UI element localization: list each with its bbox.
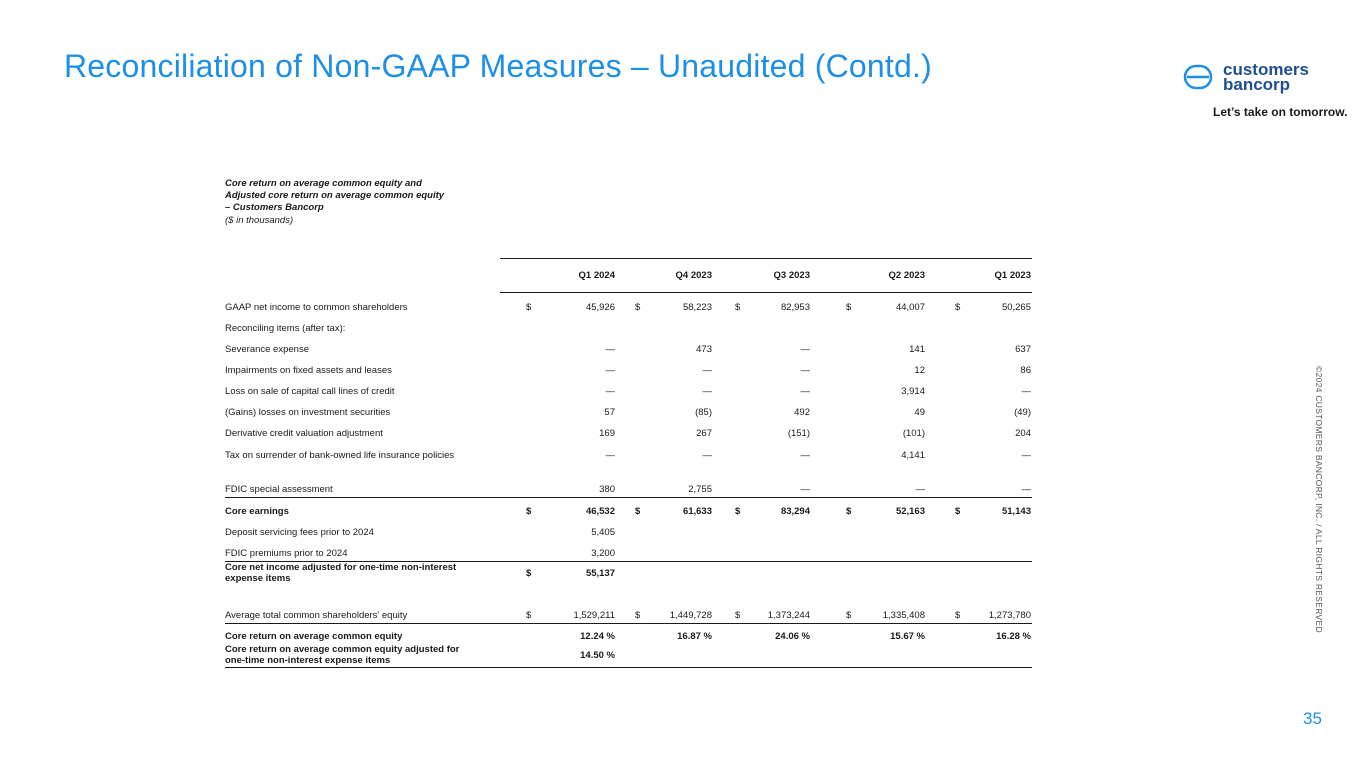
row-label: FDIC special assessment [225, 484, 333, 495]
dollar-sign: $ [735, 506, 741, 517]
table-cell: 169 [599, 428, 615, 439]
table-cell: 16.87 % [677, 631, 712, 642]
table-cell: 15.67 % [890, 631, 925, 642]
table-cell: — [605, 450, 615, 461]
table-cell: — [605, 365, 615, 376]
table-cell: — [702, 365, 712, 376]
table-cell: 52,163 [895, 506, 925, 517]
table-cell: 57 [604, 407, 615, 418]
dollar-sign: $ [526, 568, 532, 579]
table-cell: (49) [1014, 407, 1031, 418]
table-cell: 1,273,780 [988, 610, 1031, 621]
table-cell: 55,137 [585, 568, 615, 579]
dollar-sign: $ [846, 610, 852, 621]
column-header: Q1 2023 [994, 270, 1031, 281]
table-cell: 3,914 [901, 386, 925, 397]
logo-mark-icon [1183, 62, 1213, 92]
copyright-notice: ©2024 CUSTOMERS BANCORP, INC. / ALL RIGHTS RESERVED [1314, 366, 1324, 633]
row-label: (Gains) losses on investment securities [225, 407, 391, 418]
table-rule [500, 258, 1032, 259]
table-cell: — [702, 450, 712, 461]
table-cell: 44,007 [895, 302, 925, 313]
table-cell: 12.24 % [580, 631, 615, 642]
dollar-sign: $ [846, 302, 852, 313]
row-label: Core earnings [225, 506, 289, 517]
row-label: Severance expense [225, 344, 309, 355]
table-cell: 61,633 [682, 506, 712, 517]
table-cell: 637 [1015, 344, 1031, 355]
table-cell: 49 [914, 407, 925, 418]
dollar-sign: $ [735, 302, 741, 313]
row-label: Loss on sale of capital call lines of credit [225, 386, 395, 397]
table-cell: — [702, 386, 712, 397]
column-header: Q3 2023 [773, 270, 810, 281]
row-label: Derivative credit valuation adjustment [225, 428, 383, 439]
table-rule [500, 292, 1032, 293]
table-cell: (85) [695, 407, 712, 418]
table-cell: 1,529,211 [573, 610, 615, 621]
table-cell: — [1021, 484, 1031, 495]
table-cell: 141 [909, 344, 925, 355]
row-label: Deposit servicing fees prior to 2024 [225, 527, 374, 538]
table-cell: 86 [1020, 365, 1031, 376]
dollar-sign: $ [635, 506, 641, 517]
table-cell: 45,926 [585, 302, 615, 313]
table-cell: — [800, 386, 810, 397]
table-cell: 16.28 % [996, 631, 1031, 642]
table-cell: 267 [696, 428, 712, 439]
table-cell: 83,294 [780, 506, 810, 517]
column-header: Q4 2023 [675, 270, 712, 281]
row-label: Impairments on fixed assets and leases [225, 365, 392, 376]
dollar-sign: $ [635, 302, 641, 313]
table-cell: 5,405 [591, 527, 615, 538]
table-cell: — [1021, 450, 1031, 461]
page-title: Reconciliation of Non-GAAP Measures – Unaudited (Contd.) [64, 48, 932, 84]
dollar-sign: $ [526, 302, 532, 313]
table-cell: 3,200 [591, 548, 615, 559]
table-heading-line: – Customers Bancorp [225, 202, 324, 213]
row-label: Core net income adjusted for one-time non-interest [225, 562, 457, 573]
table-heading-line: Adjusted core return on average common equity [225, 190, 445, 201]
dollar-sign: $ [735, 610, 741, 621]
table-cell: 46,532 [585, 506, 615, 517]
table-cell: 1,449,728 [669, 610, 712, 621]
row-label: GAAP net income to common shareholders [225, 302, 408, 313]
row-label: one-time non-interest expense items [225, 655, 391, 666]
table-cell: — [1021, 386, 1031, 397]
table-cell: — [800, 484, 810, 495]
table-rule [225, 497, 1032, 498]
table-cell: — [605, 344, 615, 355]
logo-line-2: bancorp [1223, 75, 1291, 94]
table-cell: 4,141 [901, 450, 925, 461]
table-cell: 2,755 [688, 484, 712, 495]
table-cell: 58,223 [682, 302, 712, 313]
table-heading-line: Core return on average common equity and [225, 178, 422, 189]
table-cell: — [605, 386, 615, 397]
table-cell: 204 [1015, 428, 1031, 439]
table-cell: 1,335,408 [882, 610, 925, 621]
tagline: Let’s take on tomorrow. [1213, 105, 1348, 119]
dollar-sign: $ [955, 506, 961, 517]
table-cell: (101) [902, 428, 925, 439]
row-label: Core return on average common equity [225, 631, 403, 642]
table-cell: 51,143 [1001, 506, 1031, 517]
table-units: ($ in thousands) [225, 215, 294, 226]
table-cell: 50,265 [1001, 302, 1031, 313]
dollar-sign: $ [955, 610, 961, 621]
table-cell: — [800, 450, 810, 461]
dollar-sign: $ [846, 506, 852, 517]
page-number: 35 [1303, 709, 1322, 728]
row-label: expense items [225, 573, 291, 584]
table-cell: — [800, 344, 810, 355]
table-cell: 1,373,244 [767, 610, 810, 621]
table-cell: 473 [696, 344, 712, 355]
table-rule [225, 623, 1032, 624]
table-cell: — [800, 365, 810, 376]
column-header: Q1 2024 [578, 270, 615, 281]
table-cell: — [915, 484, 925, 495]
company-logo [1183, 62, 1309, 92]
table-rule [225, 667, 1032, 668]
row-label: Average total common shareholders' equity [225, 610, 408, 621]
table-heading [225, 178, 444, 214]
table-rule [615, 561, 1032, 562]
row-label: Reconciling items (after tax): [225, 323, 346, 334]
table-cell: 380 [599, 484, 615, 495]
dollar-sign: $ [955, 302, 961, 313]
dollar-sign: $ [526, 610, 532, 621]
dollar-sign: $ [635, 610, 641, 621]
row-label: Core return on average common equity adjusted for [225, 644, 460, 655]
row-label: Tax on surrender of bank-owned life insurance policies [225, 450, 455, 461]
table-cell: 12 [914, 365, 925, 376]
row-label: FDIC premiums prior to 2024 [225, 548, 348, 559]
table-cell: 24.06 % [775, 631, 810, 642]
column-header: Q2 2023 [888, 270, 925, 281]
table-cell: 492 [794, 407, 810, 418]
table-cell: 82,953 [780, 302, 810, 313]
table-cell: 14.50 % [580, 650, 615, 661]
dollar-sign: $ [526, 506, 532, 517]
table-cell: (151) [787, 428, 810, 439]
logo-line-1: customers [1223, 60, 1309, 79]
